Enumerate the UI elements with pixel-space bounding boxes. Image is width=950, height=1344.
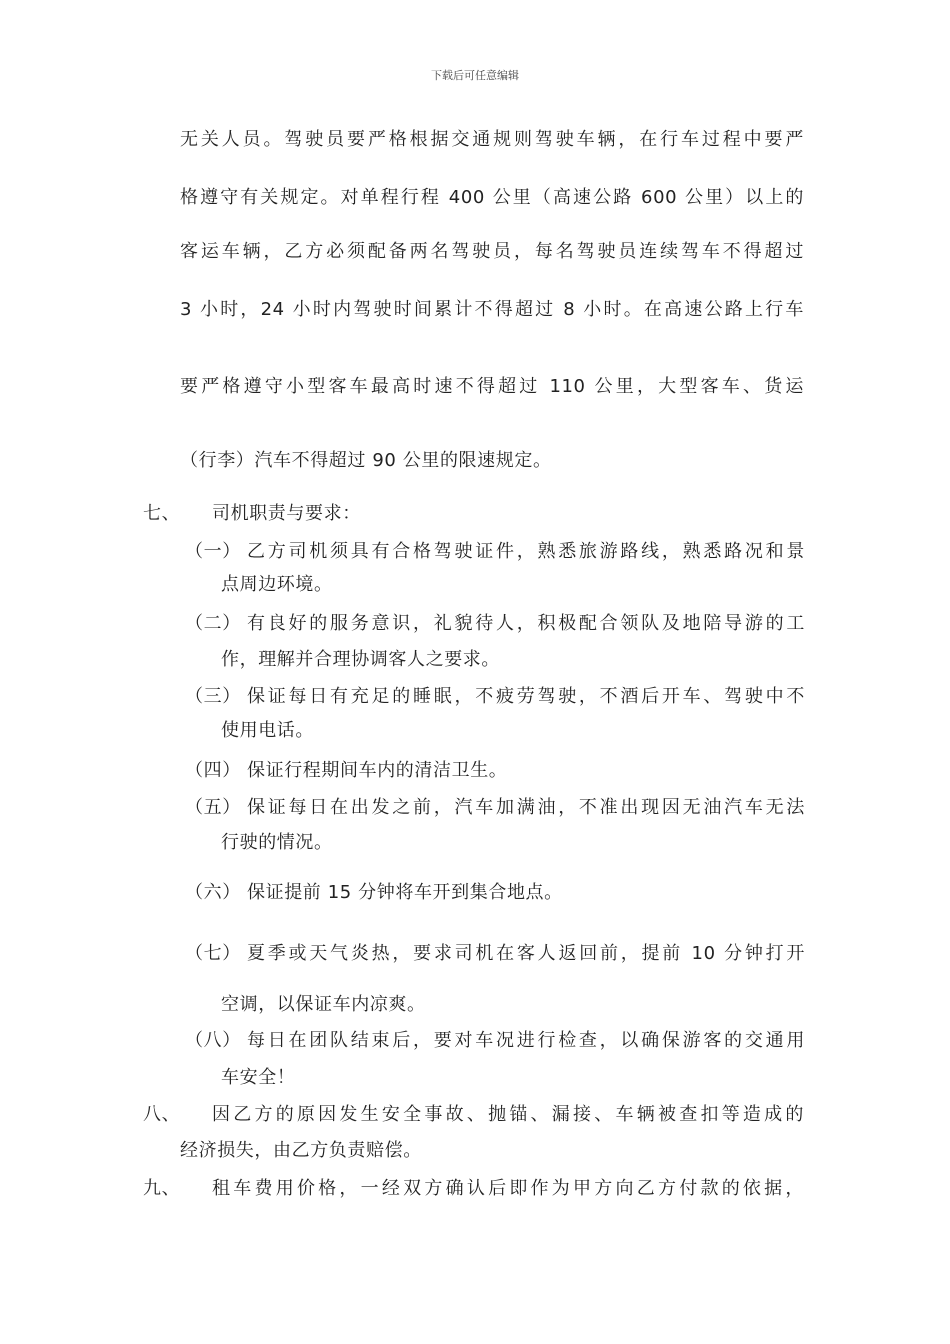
page-header: 下载后可任意编辑 — [431, 69, 519, 82]
item-line: 车安全！ — [221, 1067, 296, 1088]
item-line: 点周边环境。 — [221, 574, 333, 595]
section-line: 经济损失，由乙方负责赔偿。 — [180, 1140, 422, 1161]
item-line: 有良好的服务意识，礼貌待人，积极配合领队及地陪导游的工 — [247, 613, 805, 634]
item-line: 空调，以保证车内凉爽。 — [221, 994, 426, 1015]
item-number: （五） — [185, 797, 241, 818]
item-number: （二） — [185, 613, 241, 634]
section-line: 租车费用价格，一经双方确认后即作为甲方向乙方付款的依据， — [212, 1178, 804, 1199]
paragraph-line: 3 小时，24 小时内驾驶时间累计不得超过 8 小时。在高速公路上行车 — [180, 299, 804, 320]
item-number: （六） — [185, 882, 241, 903]
section-number: 八、 — [143, 1104, 181, 1125]
item-number: （三） — [185, 686, 241, 707]
paragraph-line: 客运车辆，乙方必须配备两名驾驶员，每名驾驶员连续驾车不得超过 — [180, 241, 804, 262]
paragraph-line: （行李）汽车不得超过 90 公里的限速规定。 — [180, 450, 552, 471]
paragraph-line: 要严格遵守小型客车最高时速不得超过 110 公里，大型客车、货运 — [180, 376, 804, 397]
section-number: 七、 — [143, 503, 181, 524]
item-line: 保证行程期间车内的清洁卫生。 — [247, 760, 508, 781]
item-number: （四） — [185, 760, 241, 781]
paragraph-line: 无关人员。驾驶员要严格根据交通规则驾驶车辆，在行车过程中要严 — [180, 129, 804, 150]
section-title: 司机职责与要求： — [212, 503, 361, 524]
item-line: 保证提前 15 分钟将车开到集合地点。 — [247, 882, 563, 903]
section-line: 因乙方的原因发生安全事故、抛锚、漏接、车辆被查扣等造成的 — [212, 1104, 804, 1125]
item-line: 使用电话。 — [221, 720, 314, 741]
item-line: 保证每日在出发之前，汽车加满油，不准出现因无油汽车无法 — [247, 797, 805, 818]
item-line: 作，理解并合理协调客人之要求。 — [221, 649, 500, 670]
section-number: 九、 — [143, 1178, 181, 1199]
item-line: 夏季或天气炎热，要求司机在客人返回前，提前 10 分钟打开 — [247, 943, 805, 964]
item-line: 每日在团队结束后，要对车况进行检查，以确保游客的交通用 — [247, 1030, 805, 1051]
item-number: （七） — [185, 943, 241, 964]
item-line: 保证每日有充足的睡眠，不疲劳驾驶，不酒后开车、驾驶中不 — [247, 686, 805, 707]
item-number: （一） — [185, 541, 241, 562]
item-number: （八） — [185, 1030, 241, 1051]
paragraph-line: 格遵守有关规定。对单程行程 400 公里（高速公路 600 公里）以上的 — [180, 187, 804, 208]
item-line: 乙方司机须具有合格驾驶证件，熟悉旅游路线，熟悉路况和景 — [247, 541, 805, 562]
item-line: 行驶的情况。 — [221, 832, 333, 853]
